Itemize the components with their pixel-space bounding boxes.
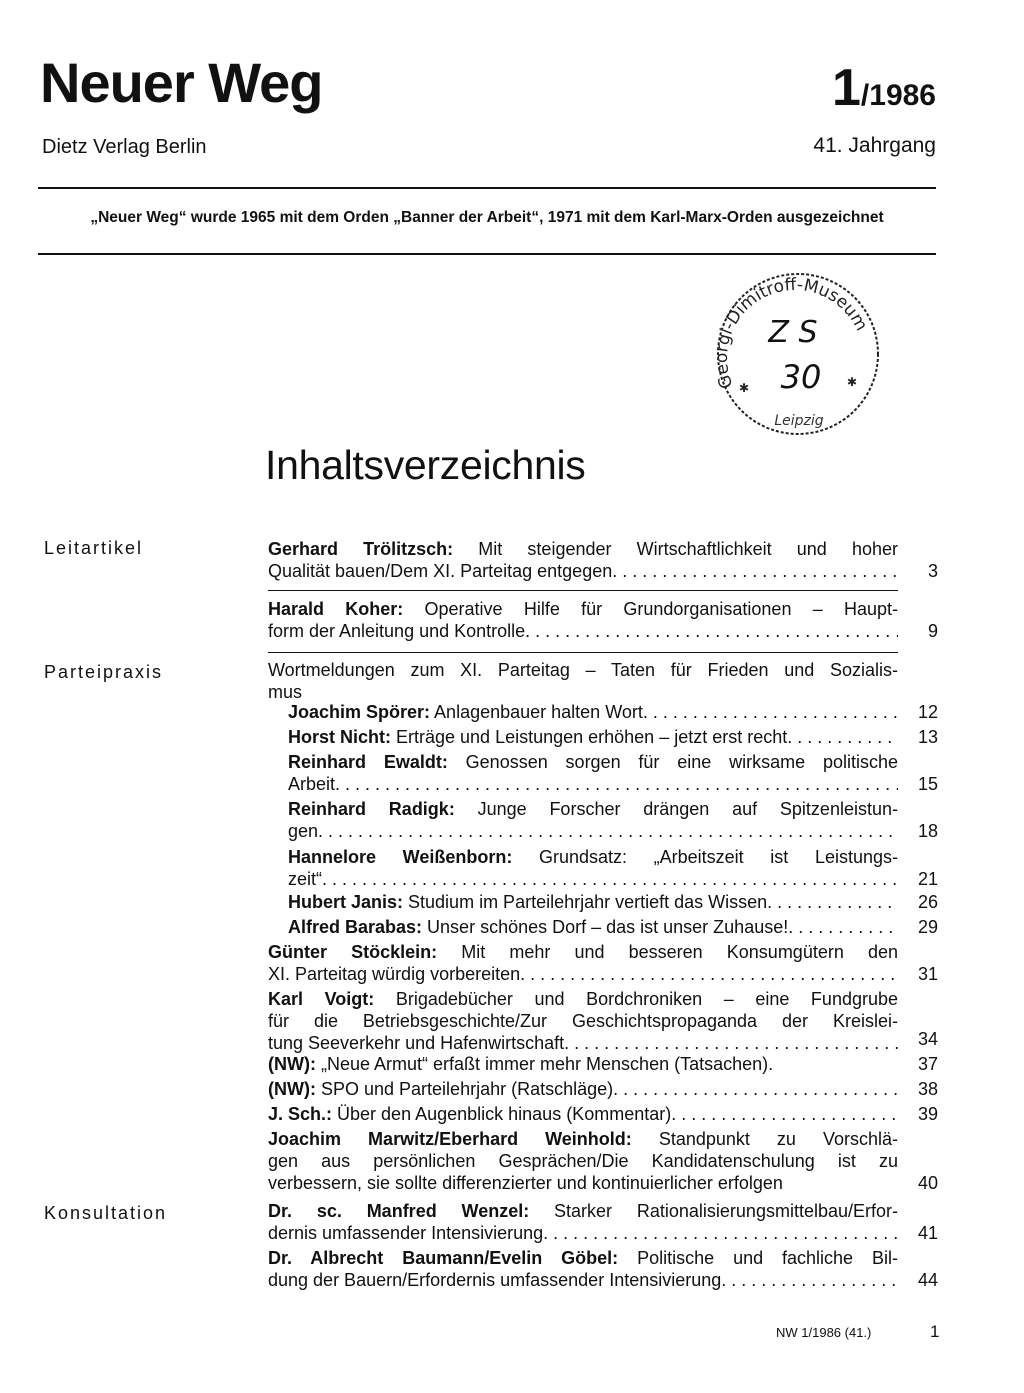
entry-title: Arbeit (288, 774, 336, 794)
toc-entry (288, 846, 898, 890)
entry-author: Reinhard Ewaldt: (288, 752, 448, 772)
toc-entry (288, 751, 898, 795)
entry-line (268, 1128, 898, 1150)
publisher: Dietz Verlag Berlin (42, 136, 207, 158)
entry-line (268, 1103, 898, 1125)
entry-title: Junge Forscher drängen auf Spitzenleistun- (454, 799, 898, 819)
entry-author: Günter Stöcklein: (268, 942, 438, 962)
issue-number-value: 1 (832, 59, 861, 117)
entry-line (288, 891, 898, 913)
svg-text:✱: ✱ (739, 381, 750, 395)
entry-line (268, 1269, 898, 1291)
entry-line (268, 598, 898, 620)
entry-author: (NW): (268, 1079, 316, 1099)
entry-page: 12 (917, 702, 938, 722)
footer-reference: NW 1/1986 (41.) (776, 1325, 872, 1340)
entry-page: 40 (917, 1173, 938, 1193)
entry-page: 29 (917, 917, 938, 937)
entry-line (288, 726, 898, 748)
entry-divider (268, 652, 898, 653)
toc-entry-group (268, 659, 898, 703)
entry-line (268, 1053, 898, 1075)
toc-entry (268, 988, 898, 1054)
entry-author: Reinhard Radigk: (288, 799, 455, 819)
footer-page-number: 1 (930, 1322, 940, 1341)
toc-heading: Inhaltsverzeichnis (265, 442, 586, 488)
entry-author: Dr. sc. Manfred Wenzel: (268, 1201, 530, 1221)
entry-line (288, 916, 898, 938)
entry-title: Unser schönes Dorf – das ist unser Zuhause! (422, 917, 789, 937)
entry-page: 15 (917, 774, 938, 794)
entry-author: Hannelore Weißenborn: (288, 847, 513, 867)
entry-title: gen (288, 821, 319, 841)
entry-line: für die Betriebsgeschichte/Zur Geschichtspropaganda der Kreislei- (268, 1011, 898, 1031)
entry-line: mus (268, 682, 303, 702)
entry-page: 41 (917, 1223, 938, 1243)
toc-entry (288, 916, 898, 938)
entry-author: Joachim Marwitz/Eberhard Weinhold: (268, 1129, 632, 1149)
entry-title: tung Seeverkehr und Hafenwirtschaft (268, 1033, 565, 1053)
entry-title: SPO und Parteilehrjahr (Ratschläge) (315, 1079, 614, 1099)
dot-leader (788, 916, 898, 938)
toc-entry (288, 726, 898, 748)
entry-line (268, 1078, 898, 1100)
entry-line (288, 773, 898, 795)
entry-page: 21 (917, 869, 938, 889)
dot-leader (335, 773, 898, 795)
entry-title: Mit steigender Wirtschaftlichkeit und hoher (453, 539, 898, 559)
entry-line (268, 1222, 898, 1244)
entry-title: Über den Augenblick hinaus (Kommentar) (332, 1104, 672, 1124)
library-stamp (703, 262, 891, 436)
issue-year: /1986 (860, 79, 936, 112)
entry-page: 26 (917, 892, 938, 912)
dot-leader (520, 963, 898, 985)
dot-leader (787, 726, 898, 748)
entry-line (268, 560, 898, 582)
volume: 41. Jahrgang (813, 134, 936, 157)
entry-title: Standpunkt zu Vorschlä- (631, 1129, 898, 1149)
entry-line (288, 798, 898, 820)
dot-leader (612, 560, 898, 582)
dot-leader (318, 820, 898, 842)
entry-line (268, 620, 898, 642)
entry-page: 39 (917, 1104, 938, 1124)
dot-leader (322, 868, 898, 890)
dot-leader (767, 891, 898, 913)
toc-entry (288, 891, 898, 913)
toc-entry (268, 1247, 898, 1291)
dot-leader (525, 620, 898, 642)
entry-line (288, 820, 898, 842)
toc-entry (268, 1200, 898, 1244)
top-rule (38, 187, 936, 189)
masthead-title: Neuer Weg (40, 51, 323, 114)
toc-entry (268, 1103, 898, 1125)
entry-author: (NW): (268, 1054, 316, 1074)
entry-line: Wortmeldungen zum XI. Parteitag – Taten für Frieden und Sozialis- (268, 660, 898, 680)
bottom-rule (38, 253, 936, 255)
entry-page: 13 (917, 727, 938, 747)
entry-line (288, 701, 898, 723)
section-parteipraxis: Parteipraxis (44, 662, 164, 682)
entry-line (288, 868, 898, 890)
dot-leader (721, 1269, 898, 1291)
entry-author: Dr. Albrecht Baumann/Evelin Göbel: (268, 1248, 619, 1268)
toc-entry (268, 1128, 898, 1194)
entry-page: 9 (927, 621, 938, 641)
entry-line (268, 963, 898, 985)
toc-entry (288, 701, 898, 723)
toc-entry (268, 538, 898, 582)
entry-title: form der Anleitung und Kontrolle (268, 621, 526, 641)
entry-line (268, 1172, 898, 1194)
dot-leader (613, 1078, 898, 1100)
dot-leader (671, 1103, 898, 1125)
entry-page: 31 (917, 964, 938, 984)
toc-entry (268, 941, 898, 985)
entry-page: 44 (917, 1270, 938, 1290)
entry-author: Horst Nicht: (288, 727, 391, 747)
entry-title: Genossen sorgen für eine wirksame politische (447, 752, 898, 772)
entry-author: Harald Koher: (268, 599, 404, 619)
stamp-handwritten-1: Z S (768, 315, 818, 350)
stamp-ring-text: Georgi-Dimitroff-Museum (711, 274, 872, 392)
entry-author: Karl Voigt: (268, 989, 375, 1009)
entry-author: Hubert Janis: (288, 892, 404, 912)
entry-author: Alfred Barabas: (288, 917, 423, 937)
toc-entry (268, 1053, 898, 1075)
dot-leader (643, 701, 898, 723)
entry-line (268, 988, 898, 1010)
entry-title: zeit“ (288, 869, 323, 889)
entry-title: XI. Parteitag würdig vorbereiten (268, 964, 521, 984)
entry-page: 3 (927, 561, 938, 581)
entry-title: dernis umfassender Intensivierung (268, 1223, 544, 1243)
entry-line: gen aus persönlichen Gesprächen/Die Kandidatenschulung ist zu (268, 1151, 898, 1171)
svg-text:✱: ✱ (847, 375, 858, 389)
entry-line (268, 941, 898, 963)
entry-title: „Neue Armut“ erfaßt immer mehr Menschen (Tatsachen). (315, 1054, 774, 1074)
entry-line (268, 1247, 898, 1269)
toc-entry (268, 1078, 898, 1100)
entry-author: Joachim Spörer: (288, 702, 431, 722)
entry-title: Operative Hilfe für Grundorganisationen – Haupt- (403, 599, 898, 619)
entry-title: Grundsatz: „Arbeitszeit ist Leistungs- (512, 847, 898, 867)
entry-title: Erträge und Leistungen erhöhen – jetzt erst recht (391, 727, 788, 747)
entry-title: Qualität bauen/Dem XI. Parteitag entgegen (268, 561, 613, 581)
entry-divider (268, 590, 898, 591)
section-konsultation: Konsultation (44, 1203, 168, 1223)
toc-entry (268, 598, 898, 642)
entry-page: 38 (917, 1079, 938, 1099)
entry-page: 18 (917, 821, 938, 841)
entry-title: Mit mehr und besseren Konsumgütern den (437, 942, 898, 962)
dot-leader (564, 1032, 898, 1054)
entry-page: 34 (917, 1029, 938, 1049)
entry-line (268, 1032, 898, 1054)
entry-line (288, 751, 898, 773)
entry-line (268, 538, 898, 560)
stamp-city: Leipzig (774, 413, 824, 429)
entry-title: verbessern, sie sollte differenzierter und kontinuierlicher erfolgen (268, 1173, 783, 1193)
entry-page: 37 (917, 1054, 938, 1074)
toc-entry (288, 798, 898, 842)
entry-title: Starker Rationalisierungsmittelbau/Erfor- (529, 1201, 898, 1221)
dot-leader (543, 1222, 898, 1244)
section-leitartikel: Leitartikel (44, 538, 144, 558)
stamp-handwritten-2: 30 (780, 358, 822, 396)
entry-title: Anlagenbauer halten Wort (430, 702, 643, 722)
entry-line (268, 1200, 898, 1222)
entry-title: Brigadebücher und Bordchroniken – eine Fundgrube (374, 989, 898, 1009)
entry-line (288, 846, 898, 868)
entry-title: dung der Bauern/Erfordernis umfassender Intensivierung (268, 1270, 722, 1290)
award-line: „Neuer Weg“ wurde 1965 mit dem Orden „Banner der Arbeit“, 1971 mit dem Karl-Marx-Orden ausgezeichnet (90, 209, 884, 226)
entry-author: J. Sch.: (268, 1104, 333, 1124)
entry-author: Gerhard Trölitzsch: (268, 539, 454, 559)
entry-title: Politische und fachliche Bil- (618, 1248, 898, 1268)
issue-number (832, 59, 936, 117)
entry-title: Studium im Parteilehrjahr vertieft das Wissen (403, 892, 768, 912)
